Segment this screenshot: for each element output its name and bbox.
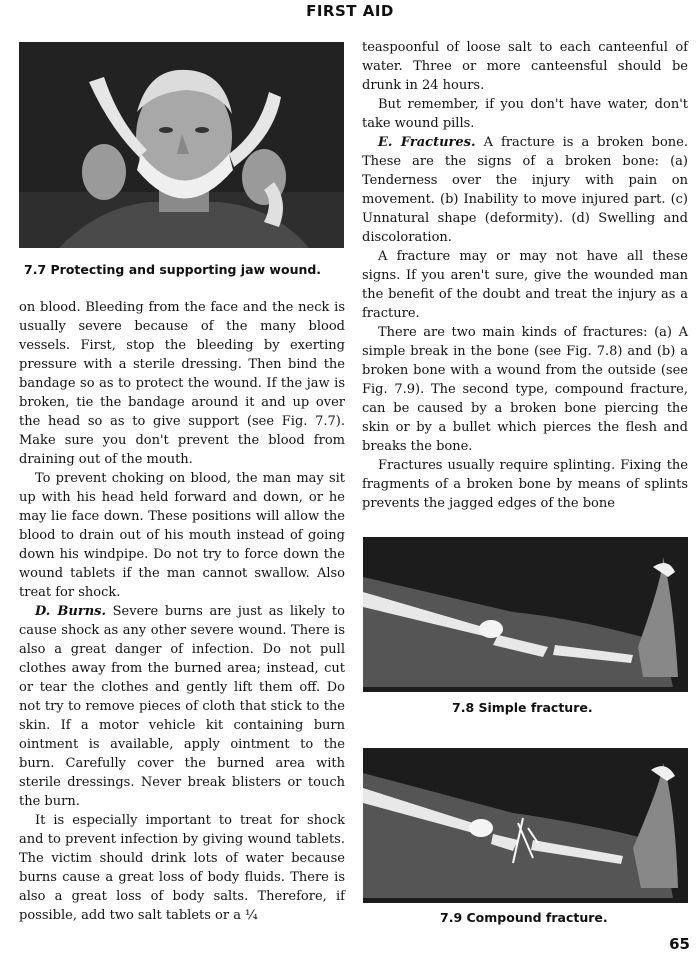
jaw-bandage-illustration [19,42,344,248]
right-paragraph-5: There are two main kinds of fractures: (a) A simple break in the bone (see Fig. 7.8) and (b) a broken bone with a wound from the outside (see Fig. 7.9). The second type, compound fracture, can be caused by a broken bone piercing the skin or by a bullet which pierces the flesh and breaks the bone. [362,325,688,454]
page-number: 65 [669,935,690,953]
burns-text: Severe burns are just as likely to cause shock as any other severe wound. There is also a great danger of infection. Do not pull clothes away from the burned area; instead, cut or tear the clothes and gently lift them off. Do not try to remove pieces of cloth that stick to the skin. If a motor vehicle kit containing burn ointment is available, apply ointment to the burn. Carefully cover the burned area with sterile dressings. Never break blisters or touch the burn. [19,604,345,809]
fractures-heading: E. Fractures. [378,135,476,150]
compound-fracture-xray [363,748,688,903]
burns-heading: D. Burns. [35,604,106,619]
right-paragraph-4: A fracture may or may not have all these signs. If you aren't sure, give the wounded man the benefit of the doubt and treat the injury as a fracture. [362,249,688,321]
simple-fracture-xray [363,537,688,692]
figure-7-7-caption: 7.7 Protecting and supporting jaw wound. [24,262,322,277]
figure-7-9-caption: 7.9 Compound fracture. [440,910,608,925]
right-column [362,38,688,513]
right-paragraph-1: teaspoonful of loose salt to each canteenful of water. Three or more canteensful should be drunk in 24 hours. [362,40,688,93]
burns-paragraph [19,602,345,811]
compound-fracture-illustration [363,748,688,903]
jaw-bandage-photo [19,42,344,248]
left-paragraph-4: It is especially important to treat for shock and to prevent infection by giving wound tablets. The victim should drink lots of water because burns cause a great loss of body fluids. There is also a great loss of body salts. Therefore, if possible, add two salt tablets or a ¼ [19,813,345,923]
left-column [19,298,345,925]
simple-fracture-illustration [363,537,688,692]
left-paragraph-1: on blood. Bleeding from the face and the neck is usually severe because of the many blood vessels. First, stop the bleeding by exerting pressure with a sterile dressing. Then bind the bandage so as to protect the wound. If the jaw is broken, tie the bandage around it and up over the head so as to give support (see Fig. 7.7). Make sure you don't prevent the blood from draining out of the mouth. [19,300,345,467]
fractures-paragraph [362,133,688,247]
fractures-text: A fracture is a broken bone. These are the signs of a broken bone: (a) Tenderness over the injury with pain on movement. (b) Inability to move injured part. (c) Unnatural shape (deformity). (d) Swelling and discoloration. [362,135,689,245]
running-header: FIRST AID [306,2,394,20]
right-paragraph-6: Fractures usually require splinting. Fixing the fragments of a broken bone by means of splints prevents the jagged edges of the bone [362,458,688,511]
left-paragraph-2: To prevent choking on blood, the man may sit up with his head held forward and down, or he may lie face down. These positions will allow the blood to drain out of his mouth instead of going down his windpipe. Do not try to force down the wound tablets if the man cannot swallow. Also treat for shock. [19,471,345,600]
figure-7-8-caption: 7.8 Simple fracture. [452,700,593,715]
right-paragraph-2: But remember, if you don't have water, don't take wound pills. [362,97,688,131]
